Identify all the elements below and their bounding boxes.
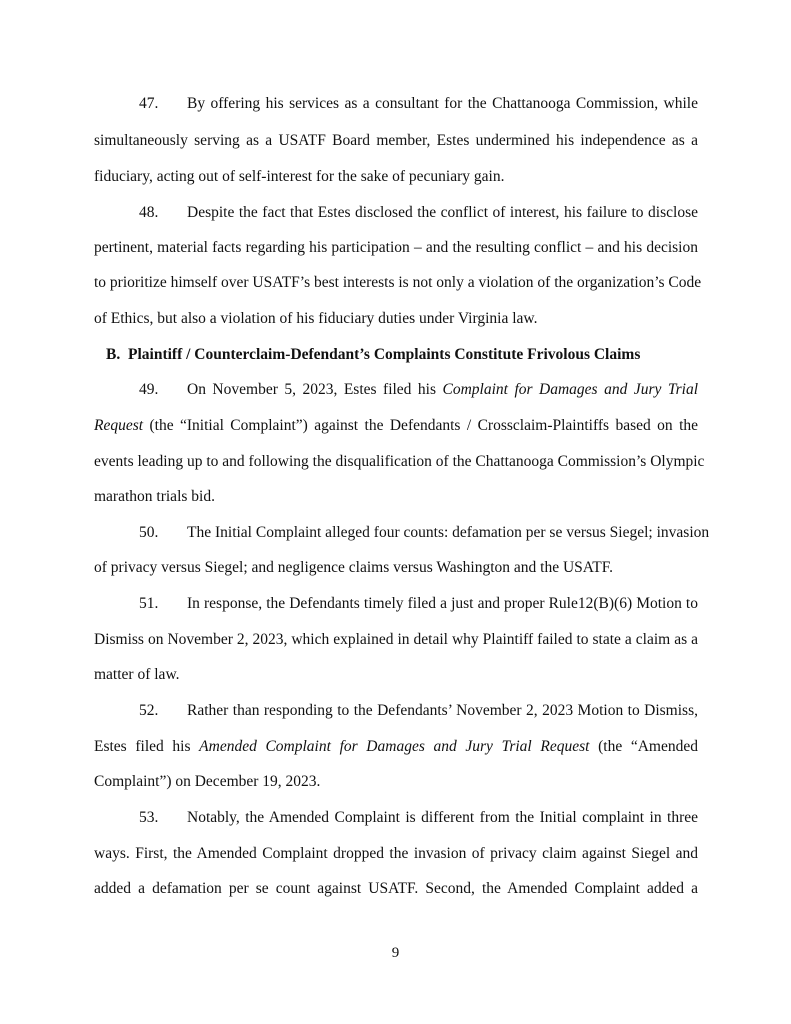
paragraph-number: 47.: [139, 95, 159, 112]
paragraph-47-line-3: fiduciary, acting out of self-interest for the sake of pecuniary gain.: [94, 168, 505, 185]
paragraph-51-line-1: 51. In response, the Defendants timely filed a just and proper Rule12(B)(6) Motion to: [139, 595, 698, 612]
paragraph-48-line-1: 48. Despite the fact that Estes disclosed the conflict of interest, his failure to disclose: [139, 204, 698, 221]
paragraph-53-line-1: 53. Notably, the Amended Complaint is different from the Initial complaint in three: [139, 809, 698, 826]
section-letter: B.: [106, 346, 121, 363]
paragraph-52-line-2: Estes filed his Amended Complaint for Damages and Jury Trial Request (the “Amended: [94, 738, 698, 755]
section-heading: [106, 345, 698, 365]
paragraph-number: 48.: [139, 204, 159, 221]
paragraph-53-line-3: added a defamation per se count against USATF. Second, the Amended Complaint added a: [94, 880, 698, 897]
paragraph-50-line-1: 50. The Initial Complaint alleged four counts: defamation per se versus Siegel; invasion: [139, 524, 710, 541]
paragraph-49-line-3: events leading up to and following the disqualification of the Chattanooga Commission’s Olympic: [94, 453, 705, 470]
paragraph-48-line-2: pertinent, material facts regarding his participation – and the resulting conflict – and his decision: [94, 239, 698, 256]
section-title: Plaintiff / Counterclaim-Defendant’s Complaints Constitute Frivolous Claims: [128, 346, 641, 363]
paragraph-51-line-2: Dismiss on November 2, 2023, which explained in detail why Plaintiff failed to state a claim as a: [94, 631, 698, 648]
paragraph-50-line-2: of privacy versus Siegel; and negligence claims versus Washington and the USATF.: [94, 559, 613, 576]
paragraph-number: 52.: [139, 702, 159, 719]
paragraph-51-line-3: matter of law.: [94, 666, 180, 683]
paragraph-number: 51.: [139, 595, 159, 612]
paragraph-53-line-2: ways. First, the Amended Complaint dropped the invasion of privacy claim against Siegel and: [94, 845, 698, 862]
paragraph-number: 49.: [139, 381, 159, 398]
paragraph-52-line-1: 52. Rather than responding to the Defendants’ November 2, 2023 Motion to Dismiss,: [139, 702, 698, 719]
case-title-italic: Complaint for Damages and Jury Trial: [442, 381, 699, 398]
paragraph-number: 53.: [139, 809, 159, 826]
paragraph-48-line-4: of Ethics, but also a violation of his fiduciary duties under Virginia law.: [94, 310, 538, 327]
page-number: 9: [391, 945, 400, 961]
paragraph-52-line-3: Complaint”) on December 19, 2023.: [94, 773, 321, 790]
paragraph-number: 50.: [139, 524, 159, 541]
case-title-italic: Request: [94, 417, 144, 434]
paragraph-47-line-1: 47. By offering his services as a consultant for the Chattanooga Commission, while: [139, 95, 698, 112]
paragraph-47-line-2: simultaneously serving as a USATF Board member, Estes undermined his independence as a: [94, 132, 698, 149]
paragraph-49-line-4: marathon trials bid.: [94, 488, 215, 505]
paragraph-49-line-2: Request (the “Initial Complaint”) against the Defendants / Crossclaim-Plaintiffs based on the: [94, 417, 698, 434]
paragraph-49-line-1: 49. On November 5, 2023, Estes filed his Complaint for Damages and Jury Trial: [139, 381, 699, 398]
paragraph-48-line-3: to prioritize himself over USATF’s best interests is not only a violation of the organization’s Code: [94, 274, 702, 291]
case-title-italic: Amended Complaint for Damages and Jury Trial Request: [199, 738, 590, 755]
